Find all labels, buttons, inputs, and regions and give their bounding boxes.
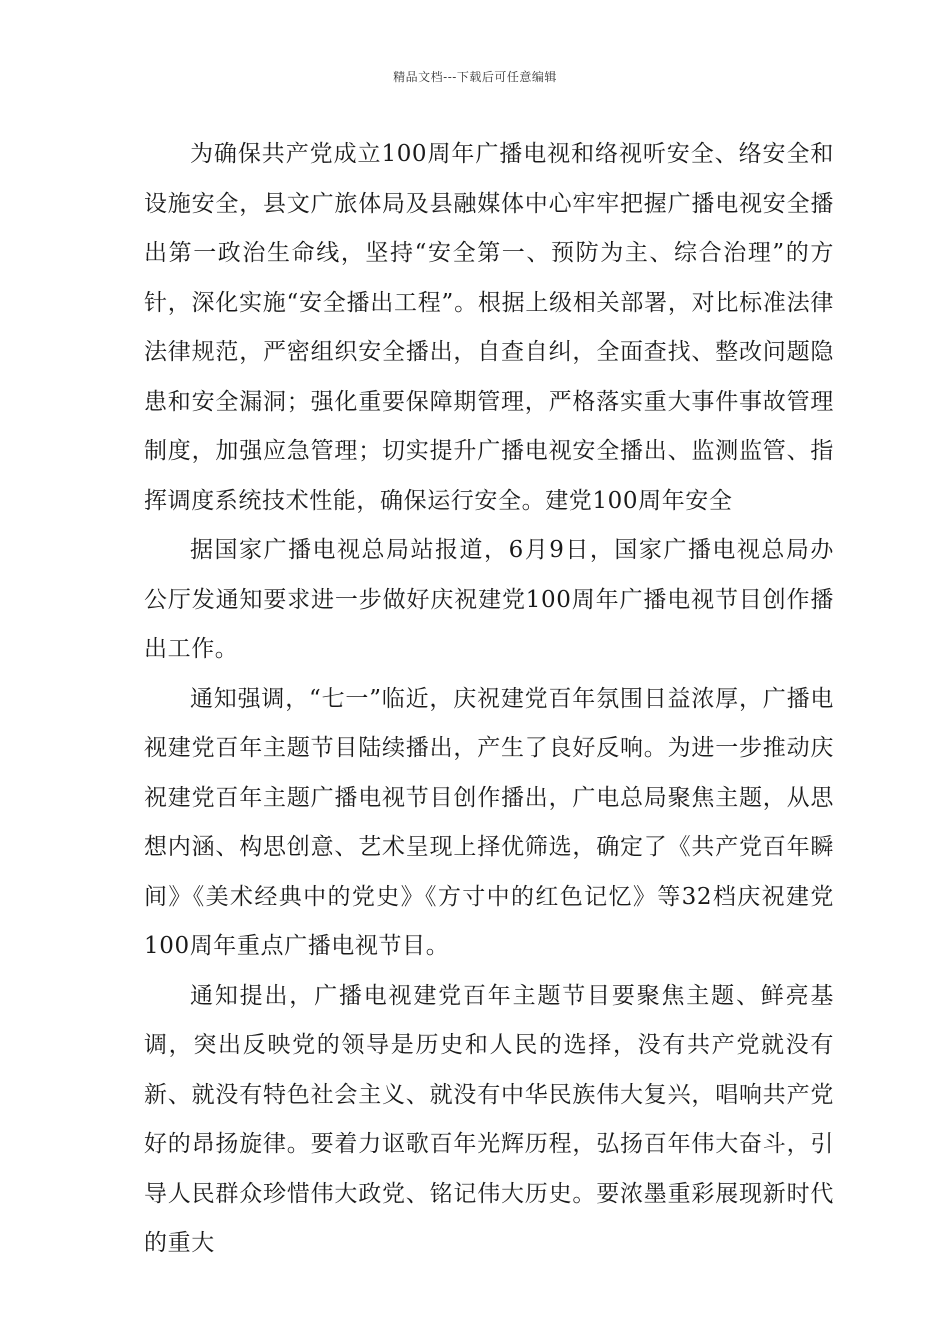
page-header: 精品文档---下载后可任意编辑: [393, 70, 557, 84]
document-body: [144, 130, 834, 1269]
paragraph-2: 据国家广播电视总局站报道，6月9日，国家广播电视总局办公厅发通知要求进一步做好庆祝建党100周年广播电视节目创作播出工作。: [144, 537, 834, 662]
paragraph-4: 通知提出，广播电视建党百年主题节目要聚焦主题、鲜亮基调，突出反映党的领导是历史和人民的选择，没有共产党就没有新、就没有特色社会主义、就没有中华民族伟大复兴，唱响共产党好的昂扬旋律。要着力讴歌百年光辉历程，弘扬百年伟大奋斗，引导人民群众珍惜伟大政党、铭记伟大历史。要浓墨重彩展现新时代的重大: [144, 982, 834, 1256]
paragraph-1: 为确保共产党成立100周年广播电视和络视听安全、络安全和设施安全，县文广旅体局及县融媒体中心牢牢把握广播电视安全播出第一政治生命线，坚持“安全第一、预防为主、综合治理”的方针，深化实施“安全播出工程”。根据上级相关部署，对比标准法律法律规范，严密组织安全播出，自查自纠，全面查找、整改问题隐患和安全漏洞；强化重要保障期管理，严格落实重大事件事故管理制度，加强应急管理；切实提升广播电视安全播出、监测监管、指挥调度系统技术性能，确保运行安全。建党100周年安全: [144, 141, 834, 514]
paragraph-3: 通知强调，“七一”临近，庆祝建党百年氛围日益浓厚，广播电视建党百年主题节目陆续播出，产生了良好反响。为进一步推动庆祝建党百年主题广播电视节目创作播出，广电总局聚焦主题，从思想内涵、构思创意、艺术呈现上择优筛选，确定了《共产党百年瞬间》《美术经典中的党史》《方寸中的红色记忆》等32档庆祝建党100周年重点广播电视节目。: [144, 685, 834, 959]
